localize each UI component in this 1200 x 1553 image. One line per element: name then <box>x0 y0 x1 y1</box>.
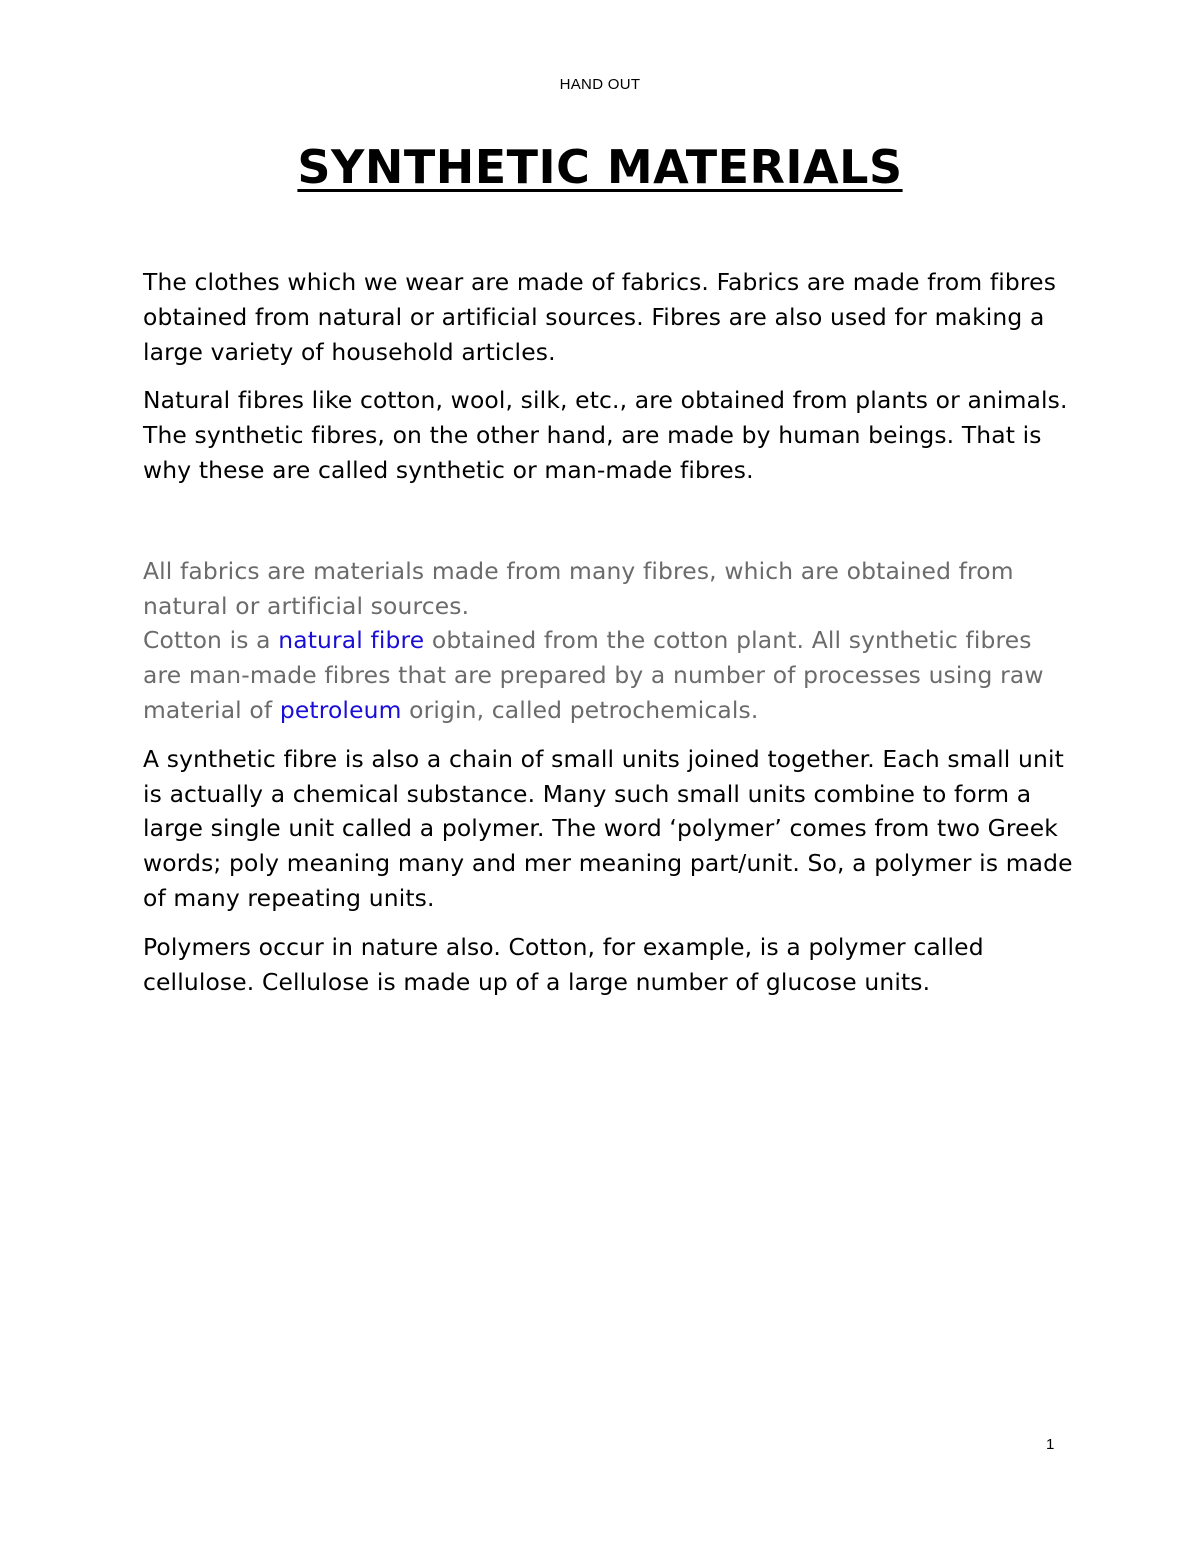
page-header: HAND OUT <box>559 76 641 93</box>
gray-text-origin: origin, called petrochemicals. <box>401 695 759 724</box>
paragraph-polymer-definition: A synthetic fibre is also a chain of small units joined together. Each small unit is actually a chemical substance. Many such small units combine to form a large single unit called a polymer. The word ‘polymer’ comes from two Greek words; poly meaning many and mer meaning part/unit. So, a polymer is made of many repeating units. <box>143 744 1073 912</box>
document-title: SYNTHETIC MATERIALS <box>297 140 903 194</box>
paragraph-fabrics-intro: The clothes which we wear are made of fabrics. Fabrics are made from fibres obtained from natural or artificial sources. Fibres are also used for making a large variety of household articles. <box>143 268 1057 366</box>
paragraph-natural-fibres: Natural fibres like cotton, wool, silk, etc., are obtained from plants or animals. The synthetic fibres, on the other hand, are made by human beings. That is why these are called synthetic or man-made fibres. <box>143 386 1068 484</box>
document-body <box>143 265 1073 1013</box>
gray-line-fabrics: All fabrics are materials made from many fibres, which are obtained from natural or artificial sources. <box>143 556 1014 620</box>
petroleum-link[interactable]: petroleum <box>279 695 402 724</box>
paragraph-fabric-sources <box>143 554 1073 728</box>
paragraph-cellulose: Polymers occur in nature also. Cotton, for example, is a polymer called cellulose. Cellulose is made up of a large number of glucose units. <box>143 932 984 996</box>
gray-text-cotton: Cotton is a <box>143 626 279 655</box>
page-number: 1 <box>1046 1436 1055 1453</box>
gray-text-synthetic: obtained from the cotton plant. All synthetic fibres are man-made fibres that are prepared by a number of processes using raw material of <box>143 626 1044 724</box>
natural-fibre-link[interactable]: natural fibre <box>278 626 425 655</box>
